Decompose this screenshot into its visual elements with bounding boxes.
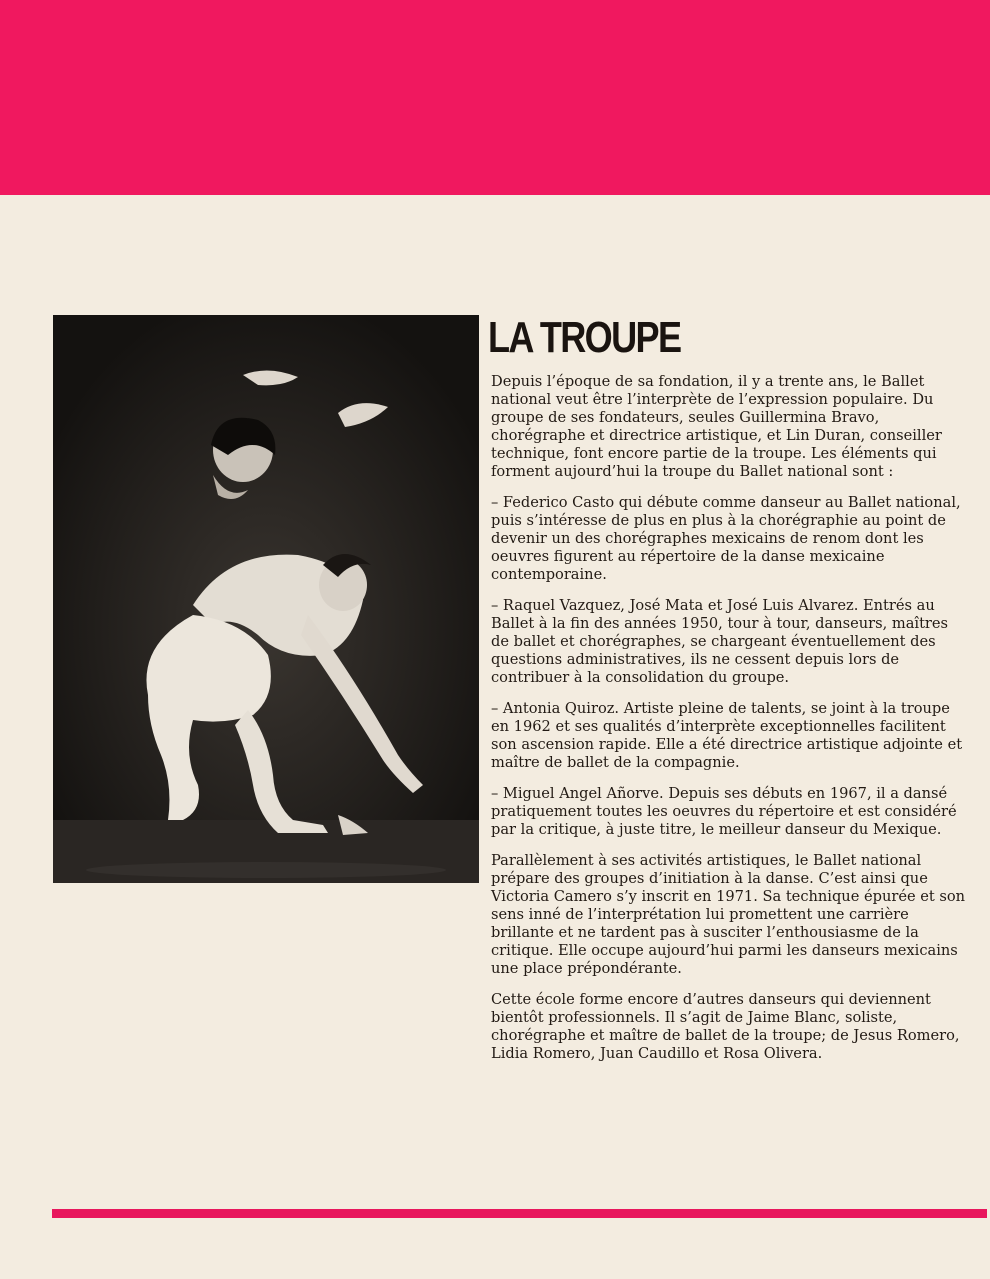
footer-rule: [52, 1209, 987, 1218]
other-dancers-paragraph: Cette école forme encore d’autres danseurs qui deviennent bientôt professionnels. Il s’agit de Jaime Blanc, soliste, chorégraphe et maître de ballet de la troupe; de Jesus Romero, Lidia Romero, Juan Caudillo et Rosa Olivera.: [491, 991, 960, 1062]
miguel-angel-paragraph: – Miguel Angel Añorve. Depuis ses débuts en 1967, il a dansé pratiquement toutes les oeuvres du répertoire et est considéré par la critique, à juste titre, le meilleur danseur du Mexique.: [491, 785, 957, 838]
two-dancers-photo: [53, 315, 479, 883]
page-title: LA TROUPE: [488, 313, 681, 362]
antonia-quiroz-paragraph: – Antonia Quiroz. Artiste pleine de talents, se joint à la troupe en 1962 et ses qualités d’interprète exceptionnelles facilitent son ascension rapide. Elle a été directrice artistique adjointe et maître de ballet de la compagnie.: [491, 700, 963, 771]
victoria-camero-paragraph: Parallèlement à ses activités artistiques, le Ballet national prépare des groupes d’initiation à la danse. C’est ainsi que Victoria Camero s’y inscrit en 1971. Sa technique épurée et son sens inné de l’interprétation lui promettent une carrière brillante et ne tardent pas à susciter l’enthousiasme de la critique. Elle occupe aujourd’hui parmi les danseurs mexicains une place prépondérante.: [491, 852, 966, 977]
dancers-photo-illustration: [53, 315, 479, 883]
pink-header-banner: [0, 0, 990, 195]
article-body: [491, 373, 966, 1076]
raquel-vazquez-paragraph: – Raquel Vazquez, José Mata et José Luis Alvarez. Entrés au Ballet à la fin des années 1950, tour à tour, danseurs, maîtres de ballet et chorégraphes, se chargeant éventuellement des questions administratives, ils ne cessent depuis lors de contribuer à la consolidation du groupe.: [491, 597, 949, 686]
intro-paragraph: Depuis l’époque de sa fondation, il y a trente ans, le Ballet national veut être l’interprète de l’expression populaire. Du groupe de ses fondateurs, seules Guillermina Bravo, chorégraphe et directrice artistique, et Lin Duran, conseiller technique, font encore partie de la troupe. Les éléments qui forment aujourd’hui la troupe du Ballet national sont :: [491, 373, 942, 480]
federico-casto-paragraph: – Federico Casto qui débute comme danseur au Ballet national, puis s’intéresse de plus en plus à la chorégraphie au point de devenir un des chorégraphes mexicains de renom dont les oeuvres figurent au répertoire de la danse mexicaine contemporaine.: [491, 494, 961, 583]
